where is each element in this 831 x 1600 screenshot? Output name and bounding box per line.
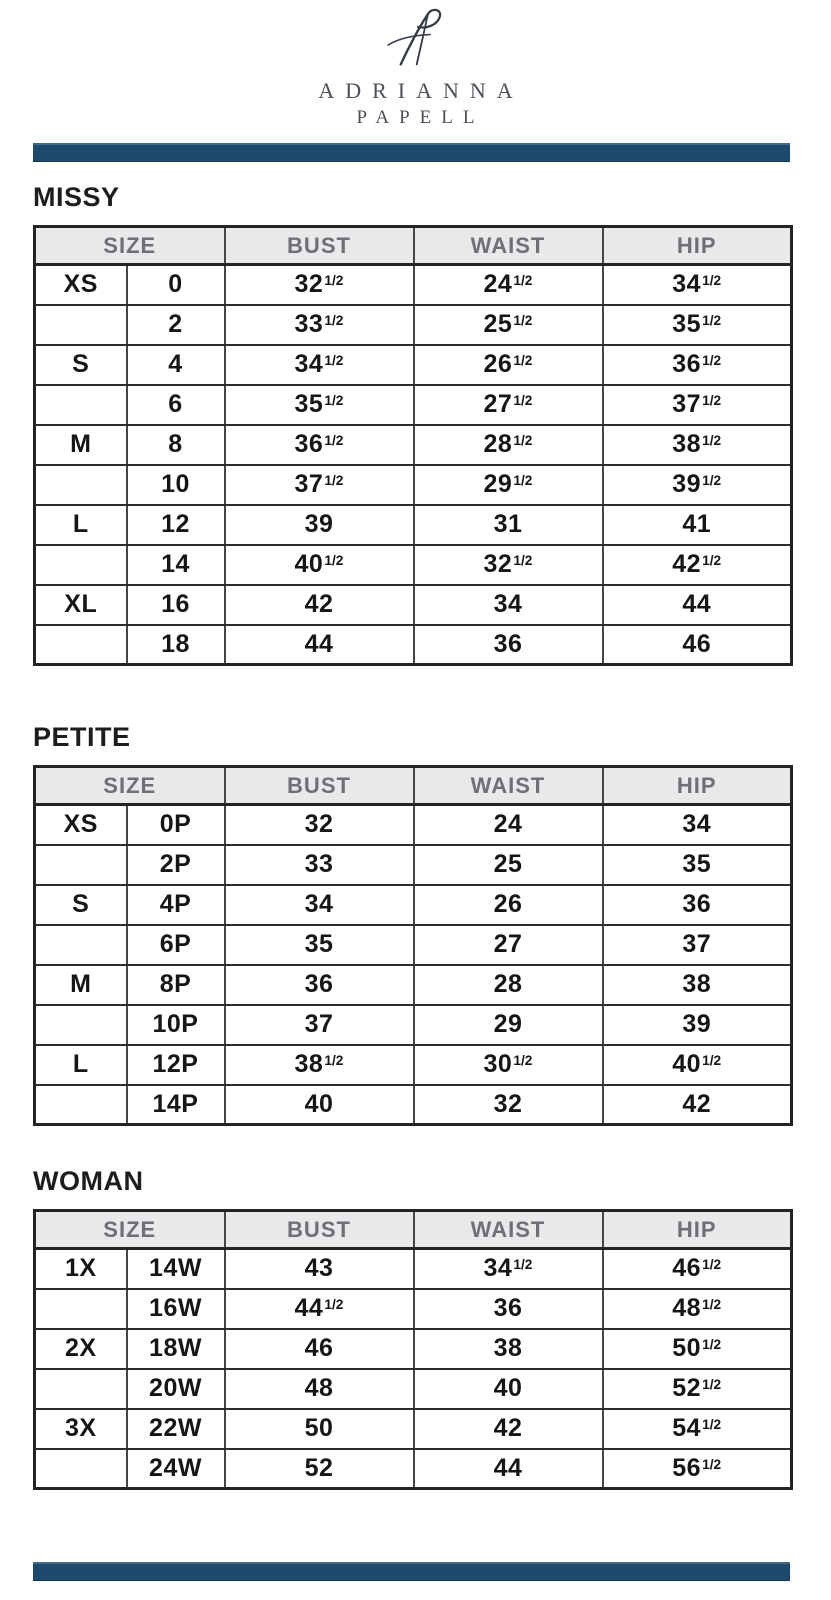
size-letter-cell: M [35, 965, 127, 1005]
bust-cell: $36^{1/2}$ [225, 425, 414, 465]
bust-cell: $32^{1/2}$ [225, 265, 414, 305]
table-row [35, 425, 792, 465]
bust-cell: $38^{1/2}$ [225, 1045, 414, 1085]
bust-cell: 42 [225, 585, 414, 625]
hip-cell: $34^{1/2}$ [603, 265, 792, 305]
waist-cell: $24^{1/2}$ [414, 265, 603, 305]
half-fraction: 1/2 [324, 393, 344, 409]
waist-cell: $30^{1/2}$ [414, 1045, 603, 1085]
hip-column-header: HIP [603, 1211, 792, 1249]
half-fraction: 1/2 [513, 1053, 533, 1069]
size-column-header: SIZE [35, 227, 225, 265]
hip-column-header: HIP [603, 767, 792, 805]
waist-cell: 42 [414, 1409, 603, 1449]
half-fraction: 1/2 [324, 353, 344, 369]
size-number-cell: 20W [127, 1369, 225, 1409]
size-letter-cell: XL [35, 585, 127, 625]
size-number-cell: 16 [127, 585, 225, 625]
half-fraction: 1/2 [702, 313, 722, 329]
size-letter-cell [35, 625, 127, 665]
bust-cell: 44 [225, 625, 414, 665]
bust-cell: 46 [225, 1329, 414, 1369]
table-row [35, 1005, 792, 1045]
size-number-cell: 12 [127, 505, 225, 545]
half-fraction: 1/2 [702, 1257, 722, 1273]
petite-size-table [33, 765, 793, 1126]
hip-cell: 44 [603, 585, 792, 625]
size-number-cell: 18 [127, 625, 225, 665]
table-row [35, 925, 792, 965]
half-fraction: 1/2 [324, 433, 344, 449]
size-number-cell: 4 [127, 345, 225, 385]
table-row [35, 885, 792, 925]
table-row [35, 1085, 792, 1125]
top-divider-bar [33, 143, 790, 162]
table-row [35, 805, 792, 845]
bust-cell: 37 [225, 1005, 414, 1045]
size-letter-cell [35, 1005, 127, 1045]
hip-cell: $50^{1/2}$ [603, 1329, 792, 1369]
half-fraction: 1/2 [513, 353, 533, 369]
brand-name-line1: ADRIANNA [318, 78, 524, 103]
table-row [35, 305, 792, 345]
size-letter-cell: L [35, 1045, 127, 1085]
waist-column-header: WAIST [414, 1211, 603, 1249]
half-fraction: 1/2 [702, 393, 722, 409]
hip-column-header: HIP [603, 227, 792, 265]
table-row [35, 1045, 792, 1085]
size-letter-cell [35, 1085, 127, 1125]
bust-cell: 35 [225, 925, 414, 965]
size-number-cell: 10P [127, 1005, 225, 1045]
hip-cell: 39 [603, 1005, 792, 1045]
waist-cell: 26 [414, 885, 603, 925]
size-number-cell: 2P [127, 845, 225, 885]
header-row [35, 1211, 792, 1249]
bust-cell: 48 [225, 1369, 414, 1409]
size-letter-cell [35, 845, 127, 885]
size-letter-cell: S [35, 345, 127, 385]
table-row [35, 1409, 792, 1449]
bust-cell: $34^{1/2}$ [225, 345, 414, 385]
hip-cell: $46^{1/2}$ [603, 1249, 792, 1289]
waist-cell: $26^{1/2}$ [414, 345, 603, 385]
hip-cell: 35 [603, 845, 792, 885]
size-letter-cell [35, 385, 127, 425]
hip-cell: 34 [603, 805, 792, 845]
hip-cell: $40^{1/2}$ [603, 1045, 792, 1085]
size-letter-cell [35, 925, 127, 965]
bust-cell: $44^{1/2}$ [225, 1289, 414, 1329]
hip-cell: $36^{1/2}$ [603, 345, 792, 385]
waist-cell: 34 [414, 585, 603, 625]
table-row [35, 1449, 792, 1489]
bust-cell: 50 [225, 1409, 414, 1449]
size-letter-cell: 2X [35, 1329, 127, 1369]
missy-size-table [33, 225, 793, 666]
table-row [35, 1329, 792, 1369]
size-number-cell: 10 [127, 465, 225, 505]
bust-cell: 40 [225, 1085, 414, 1125]
half-fraction: 1/2 [513, 393, 533, 409]
size-letter-cell [35, 1369, 127, 1409]
size-number-cell: 6 [127, 385, 225, 425]
hip-cell: $52^{1/2}$ [603, 1369, 792, 1409]
size-letter-cell: 3X [35, 1409, 127, 1449]
half-fraction: 1/2 [324, 1297, 344, 1313]
ap-monogram-icon [381, 6, 451, 70]
waist-cell: 31 [414, 505, 603, 545]
waist-cell: 44 [414, 1449, 603, 1489]
hip-cell: $56^{1/2}$ [603, 1449, 792, 1489]
hip-cell: 37 [603, 925, 792, 965]
half-fraction: 1/2 [513, 553, 533, 569]
bust-cell: 34 [225, 885, 414, 925]
waist-column-header: WAIST [414, 227, 603, 265]
size-column-header: SIZE [35, 767, 225, 805]
table-row [35, 505, 792, 545]
waist-cell: $28^{1/2}$ [414, 425, 603, 465]
header-row [35, 227, 792, 265]
table-row [35, 965, 792, 1005]
waist-cell: $32^{1/2}$ [414, 545, 603, 585]
hip-cell: $54^{1/2}$ [603, 1409, 792, 1449]
bust-cell: 52 [225, 1449, 414, 1489]
bust-column-header: BUST [225, 227, 414, 265]
half-fraction: 1/2 [324, 313, 344, 329]
size-letter-cell [35, 1289, 127, 1329]
hip-cell: $39^{1/2}$ [603, 465, 792, 505]
half-fraction: 1/2 [702, 273, 722, 289]
brand-logo [0, 0, 831, 129]
size-letter-cell [35, 545, 127, 585]
half-fraction: 1/2 [702, 473, 722, 489]
size-number-cell: 8P [127, 965, 225, 1005]
waist-cell: 24 [414, 805, 603, 845]
size-number-cell: 8 [127, 425, 225, 465]
half-fraction: 1/2 [324, 553, 344, 569]
waist-cell: 36 [414, 625, 603, 665]
waist-cell: $29^{1/2}$ [414, 465, 603, 505]
half-fraction: 1/2 [324, 1053, 344, 1069]
bust-cell: 36 [225, 965, 414, 1005]
waist-cell: 27 [414, 925, 603, 965]
waist-cell: 38 [414, 1329, 603, 1369]
hip-cell: 41 [603, 505, 792, 545]
woman-size-table [33, 1209, 793, 1490]
table-row [35, 1289, 792, 1329]
size-number-cell: 0P [127, 805, 225, 845]
half-fraction: 1/2 [702, 433, 722, 449]
waist-column-header: WAIST [414, 767, 603, 805]
size-number-cell: 2 [127, 305, 225, 345]
section-label-missy: MISSY [33, 182, 120, 212]
table-row [35, 465, 792, 505]
waist-cell: $34^{1/2}$ [414, 1249, 603, 1289]
table-row [35, 385, 792, 425]
half-fraction: 1/2 [702, 1417, 722, 1433]
size-number-cell: 6P [127, 925, 225, 965]
waist-cell: 32 [414, 1085, 603, 1125]
size-number-cell: 22W [127, 1409, 225, 1449]
bust-cell: 33 [225, 845, 414, 885]
size-letter-cell: M [35, 425, 127, 465]
size-number-cell: 14W [127, 1249, 225, 1289]
half-fraction: 1/2 [324, 273, 344, 289]
table-row [35, 585, 792, 625]
bust-cell: $37^{1/2}$ [225, 465, 414, 505]
half-fraction: 1/2 [324, 473, 344, 489]
table-row [35, 1369, 792, 1409]
size-number-cell: 24W [127, 1449, 225, 1489]
hip-cell: $48^{1/2}$ [603, 1289, 792, 1329]
size-number-cell: 0 [127, 265, 225, 305]
half-fraction: 1/2 [702, 1337, 722, 1353]
bust-column-header: BUST [225, 1211, 414, 1249]
hip-cell: $37^{1/2}$ [603, 385, 792, 425]
half-fraction: 1/2 [702, 1297, 722, 1313]
waist-cell: 40 [414, 1369, 603, 1409]
section-label-petite: PETITE [33, 722, 131, 752]
hip-cell: $42^{1/2}$ [603, 545, 792, 585]
brand-name-line2: PAPELL [356, 107, 485, 128]
bust-cell: $33^{1/2}$ [225, 305, 414, 345]
size-number-cell: 4P [127, 885, 225, 925]
half-fraction: 1/2 [702, 1053, 722, 1069]
size-number-cell: 14P [127, 1085, 225, 1125]
table-row [35, 845, 792, 885]
bottom-divider-bar [33, 1562, 790, 1581]
table-row [35, 345, 792, 385]
size-letter-cell: XS [35, 805, 127, 845]
bust-cell: $35^{1/2}$ [225, 385, 414, 425]
table-row [35, 1249, 792, 1289]
hip-cell: 36 [603, 885, 792, 925]
waist-cell: 25 [414, 845, 603, 885]
half-fraction: 1/2 [702, 353, 722, 369]
waist-cell: $25^{1/2}$ [414, 305, 603, 345]
waist-cell: 29 [414, 1005, 603, 1045]
half-fraction: 1/2 [702, 1456, 722, 1472]
size-number-cell: 12P [127, 1045, 225, 1085]
bust-column-header: BUST [225, 767, 414, 805]
half-fraction: 1/2 [513, 313, 533, 329]
hip-cell: $38^{1/2}$ [603, 425, 792, 465]
size-number-cell: 16W [127, 1289, 225, 1329]
waist-cell: $27^{1/2}$ [414, 385, 603, 425]
size-letter-cell [35, 305, 127, 345]
hip-cell: 42 [603, 1085, 792, 1125]
size-letter-cell: S [35, 885, 127, 925]
table-row [35, 625, 792, 665]
size-number-cell: 14 [127, 545, 225, 585]
half-fraction: 1/2 [702, 1377, 722, 1393]
bust-cell: $40^{1/2}$ [225, 545, 414, 585]
hip-cell: 38 [603, 965, 792, 1005]
bust-cell: 32 [225, 805, 414, 845]
waist-cell: 28 [414, 965, 603, 1005]
size-letter-cell [35, 465, 127, 505]
size-letter-cell: 1X [35, 1249, 127, 1289]
header-row [35, 767, 792, 805]
size-number-cell: 18W [127, 1329, 225, 1369]
hip-cell: 46 [603, 625, 792, 665]
half-fraction: 1/2 [513, 273, 533, 289]
section-label-woman: WOMAN [33, 1166, 144, 1196]
waist-cell: 36 [414, 1289, 603, 1329]
half-fraction: 1/2 [513, 473, 533, 489]
size-column-header: SIZE [35, 1211, 225, 1249]
half-fraction: 1/2 [702, 553, 722, 569]
half-fraction: 1/2 [513, 433, 533, 449]
size-letter-cell: L [35, 505, 127, 545]
bust-cell: 39 [225, 505, 414, 545]
table-row [35, 545, 792, 585]
hip-cell: $35^{1/2}$ [603, 305, 792, 345]
half-fraction: 1/2 [513, 1257, 533, 1273]
bust-cell: 43 [225, 1249, 414, 1289]
table-row [35, 265, 792, 305]
size-letter-cell: XS [35, 265, 127, 305]
size-letter-cell [35, 1449, 127, 1489]
